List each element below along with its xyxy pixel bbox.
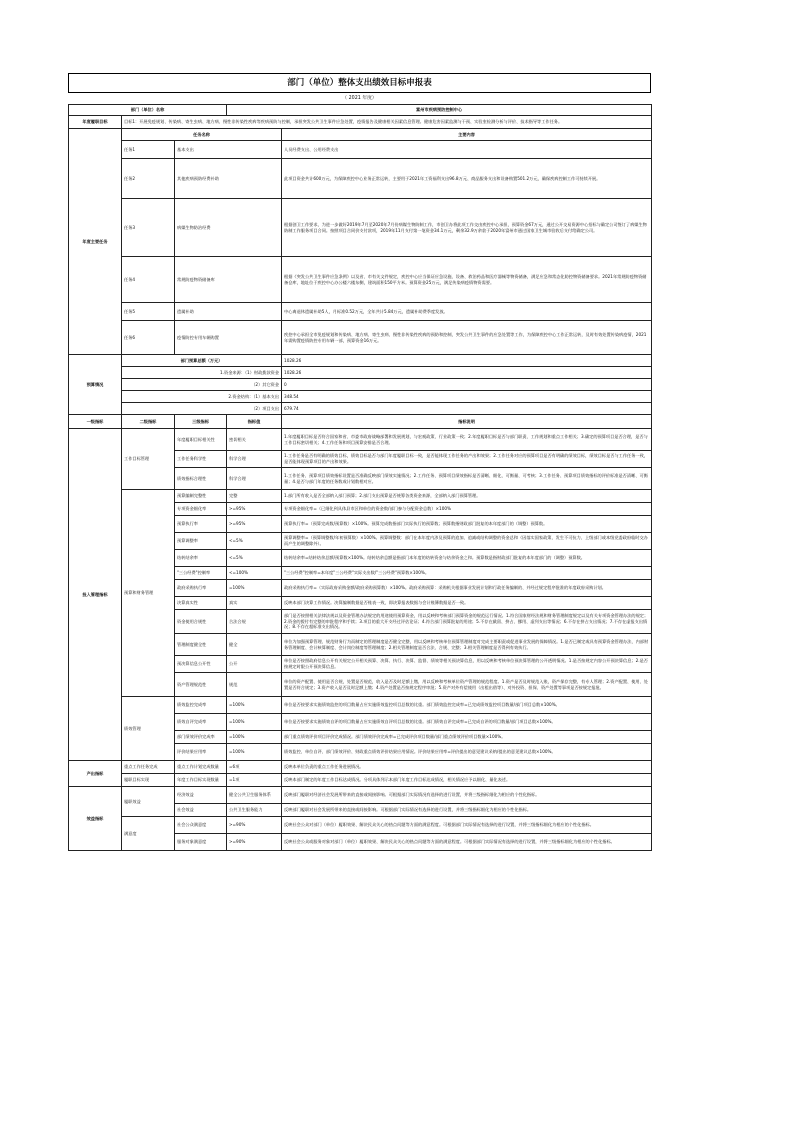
indicator-desc: 政府采购执行率=（实际政府采购金额/政府采购预算数）×100%。政府采购预算：采购机关根据事业发展计划和行政任务编制的、并经过规定程序批准的年度政府采购计划。 <box>282 580 652 597</box>
indicator-desc: 反映本部门制定的年度工作目标达成情况。分项具体列示本部门年度工作目标达成情况，相关情况应予以细化、量化表述。 <box>282 774 652 787</box>
indicator-value: =100% <box>227 714 282 731</box>
indicator-l3: 管理制度健全性 <box>175 634 227 656</box>
indicator-desc: 预算调整率=（预算调整数/年初预算数）×100%。预算调整数：部门在本年度内涉及预算的追加、追减或结构调整的资金总和（因落实国家政策、发生不可抗力、上级部门或本级党委政府临时交办而产生的调整除外）。 <box>282 533 652 550</box>
indicator-value: 健全 <box>227 634 282 656</box>
indicator-l3: 资金使用合规性 <box>175 610 227 634</box>
header-val: 指标值 <box>227 415 282 429</box>
indicator-l3: "三公经费"控制率 <box>175 567 227 580</box>
unit-row <box>69 105 652 116</box>
report-year: （ 2021 年度） <box>342 96 377 101</box>
indicator-desc: 部门是否按照相关法律法规以及资金管理办法规定的用途使用预算资金，用以反映和考核部门预算资金的规范运行情况。1.符合国家财经法规和财务管理制度规定以及有关专项资金管理办法的规定；2.资金的拨付有完整的审批程序和手续；3.项目的重大开支经过评估论证；4.符合部门预算批复的用途；5.不存在截留、挤占、挪用、虚列支出等情况；6.不存在挤占支出情况；7.不存在虚报支出情况；8.不存在超标准支出情况。 <box>282 610 652 634</box>
task-name: 疫情防控专用车辆购置 <box>175 321 282 355</box>
indicator-desc: 专项资金细化率=（已细化到具体县市区和单位的资金数/部门参与分配资金总数）×100% <box>282 503 652 516</box>
indicator-value: =100% <box>227 580 282 597</box>
budget-row-value: 679.74 <box>282 403 652 415</box>
budget-total-label: 部门预算总额（万元） <box>122 355 282 367</box>
task-row <box>69 257 652 303</box>
annual-goal-value: 目标1：开展免疫规划、传染病、寄生虫病、地方病、慢性非传染性疾病等疾病预防与控制，承担突发公共卫生事件应急处置，疫情报告及健康相关因素信息管理。健康危害因素监测与干预、实验室检测分析与评价、技术指导等工作任务。 <box>122 116 652 129</box>
indicator-l3: 服务对象满意度 <box>175 834 227 851</box>
indicator-row <box>69 817 652 834</box>
indicator-value: =100% <box>227 744 282 761</box>
indicator-l3: 重点工作计划完成数量 <box>175 761 227 774</box>
indicator-value: 科学合理 <box>227 468 282 490</box>
indicator-desc: 单位的资产配置、使用是否合规，处置是否规范，收入是否及时足额上缴，用以反映和考核单位资产管理的规范程度。1.资产是否及时规范入账，资产保存完整，有专人管理；2.资产配置、使用、处置是否符合规定；3.资产收入是否及时足额上缴；4.资产处置是否按规定程序审批；5.资产对外有偿使用（出租出借等）、对外投资、担保、资产处置等事项是否按规定报批。 <box>282 673 652 697</box>
header-desc: 指标说明 <box>282 415 652 429</box>
annual-goal-row <box>69 116 652 129</box>
indicator-value: =100% <box>227 697 282 714</box>
indicator-l3: 绩效指标合理性 <box>175 468 227 490</box>
indicator-value: >=90% <box>227 817 282 834</box>
tasks-header-row <box>69 129 652 141</box>
task-row <box>69 321 652 355</box>
budget-total-value: 1028.26 <box>282 355 652 367</box>
indicator-value: <=100% <box>227 567 282 580</box>
indicator-l3: 评价结果应用率 <box>175 744 227 761</box>
indicator-l1: 效益指标 <box>69 787 122 851</box>
task-id: 任务5 <box>122 303 175 321</box>
budget-label: 预算情况 <box>69 355 122 415</box>
report-table <box>68 104 652 851</box>
indicator-header-row <box>69 415 652 429</box>
indicator-desc: 反映社会公众对部门（单位）履职效果、解决民众关心的热点问题等方面的满意程度。可根据部门实际情况有选择的进行设置，并将三级指标细化为相应的个性化指标。 <box>282 817 652 834</box>
budget-row <box>69 367 652 379</box>
indicator-l3: 专项资金细化率 <box>175 503 227 516</box>
indicator-value: 合法合规 <box>227 610 282 634</box>
indicator-l2: 重点工作任务完成 <box>122 761 175 774</box>
indicator-l3: 预决算信息公开性 <box>175 656 227 673</box>
indicator-l2: 绩效管理 <box>122 697 175 761</box>
indicator-l3: 年度工作目标实现数量 <box>175 774 227 787</box>
indicator-value: =1项 <box>227 774 282 787</box>
task-id: 任务2 <box>122 159 175 199</box>
indicator-desc: 反映部门履职对社会发展所带来的直接或间接影响。可根据部门实际情况有选择的进行设置，并将三级指标细化为相应的个性化指标。 <box>282 804 652 817</box>
task-content: 根据《突发公共卫生事件应急条例》以及省、市有关文件规定，疾控中心应当保证应急设施、设备、救治药品和医疗器械等物资储备，满足应急和常态化防控物资储备要求。2021年常规防疫物资储备仓库，地址位于疾控中心办公楼六楼东侧，建筑面积150平方米。预算资金25万元，满足传染病疫情物资需要。 <box>282 257 652 303</box>
indicator-l2: 满意度 <box>122 817 175 851</box>
indicator-l3: 经济效益 <box>175 787 227 804</box>
indicator-l3: 决算真实性 <box>175 597 227 610</box>
task-name: 遗属补助 <box>175 303 282 321</box>
task-content: 根据创卫工作要求，为进一步做好2019年7月至2020年7月份病媒生物防制工作，市创卫办将此项工作交由疾控中心承担，预算资金67万元，通过公开交易资源中心招标与确定公司签订了病媒生物防制工作服务项目合同。按照项目合同价支付款项，2019年11月支付第一笔资金34.1万元，剩余32.9万余款于2020年富州市通过国家卫生城市验收后支付给确定公司。 <box>282 199 652 257</box>
task-name: 其他疾病预防经费补助 <box>175 159 282 199</box>
task-content: 此项目资金共计600万元，为保障疾控中心业务正常运转，主要用于2021年工资福利支出96.8万元、商品服务支出和设备购置501.2万元，确保疾病控制工作可持续开展。 <box>282 159 652 199</box>
indicator-desc: 反映本单位负责的重点工作任务进展情况。 <box>282 761 652 774</box>
budget-row-value: 0 <box>282 379 652 391</box>
indicator-l3: 工作任务科学性 <box>175 451 227 468</box>
indicator-value: 密切相关 <box>227 429 282 451</box>
indicator-l1: 产出指标 <box>69 761 122 787</box>
indicator-value: 公共卫生服务能力 <box>227 804 282 817</box>
indicator-value: 完整 <box>227 490 282 503</box>
tasks-label: 年度主要任务 <box>69 129 122 355</box>
indicator-l3: 预算调整率 <box>175 533 227 550</box>
indicator-desc: 结转结余率=结转结余总额/预算数×100%。结转结余总额是指部门本年度的结转资金与结余资金之和。预算数是指财政部门批复的本年度部门的（调整）预算数。 <box>282 550 652 567</box>
indicator-l3: 绩效自评完成率 <box>175 714 227 731</box>
indicator-desc: 单位是否按照政府信息公开有关规定公开相关预算、决算、执行、决算、监督、绩效等相关预决算信息，用以反映和考核单位预决算管理的公开透明情况。1.是否按规定内容公开预决算信息；2.是否按规定时限公开预决算信息。 <box>282 656 652 673</box>
indicator-l3: 预算执行率 <box>175 516 227 533</box>
header-l3: 三级指标 <box>175 415 227 429</box>
indicator-l2: 履职目标实现 <box>122 774 175 787</box>
indicator-l3: 年度履职目标相关性 <box>175 429 227 451</box>
indicator-desc: 反映社会公众或服务对象对部门（单位）履职效果、解决民众关心的热点问题等方面的满意程度。可根据部门实际情况有选择的进行设置，并将三级指标细化为相应的个性化指标。 <box>282 834 652 851</box>
tasks-col-content: 主要内容 <box>282 129 652 141</box>
indicator-row <box>69 490 652 503</box>
budget-row <box>69 391 652 403</box>
indicator-value: >=95% <box>227 503 282 516</box>
indicator-row <box>69 774 652 787</box>
task-row <box>69 303 652 321</box>
indicator-l3: 结转结余率 <box>175 550 227 567</box>
budget-row-label: 2.资金结构：（1）基本支出 <box>122 391 282 403</box>
budget-row-value: 348.54 <box>282 391 652 403</box>
indicator-desc: 绩效监控、单位自评、部门绩效评价、财政重点绩效评价结果应用情况。评价结果应用率=评价提出的意见建议采纳/提出的意见建议总数×100%。 <box>282 744 652 761</box>
task-name: 常规防疫物资储备库 <box>175 257 282 303</box>
indicator-desc: 1.部门所有收入是否全部纳入部门预算；2.部门支出预算是否统筹各类资金来源，全部纳入部门预算管理。 <box>282 490 652 503</box>
indicator-value: =100% <box>227 731 282 744</box>
indicator-l2: 预算和财务管理 <box>122 490 175 697</box>
indicator-l2: 履职效益 <box>122 787 175 817</box>
report-title: 部门（单位）整体支出绩效目标申报表 <box>68 73 651 93</box>
indicator-l3: 绩效监控完成率 <box>175 697 227 714</box>
indicator-l1: 投入管理指标 <box>69 429 122 761</box>
unit-label: 部门（单位）名称 <box>69 105 227 116</box>
task-name: 病媒生物防治经费 <box>175 199 282 257</box>
indicator-l3: 社会效益 <box>175 804 227 817</box>
indicator-desc: 1.工作任务、预算项目绩效指标设置是否准确反映部门绩效实施情况；2.工作任务、预算项目绩效指标是否清晰、细化、可衡量、可考核；3.工作任务、预算项目绩效指标的评价标准是否清晰、可衡量；4.是否与部门年度的任务数或计划数相对应。 <box>282 468 652 490</box>
indicator-value: 真实 <box>227 597 282 610</box>
budget-row-value: 1028.26 <box>282 367 652 379</box>
indicator-desc: 预算执行率=（预算完成数/预算数）×100%。预算完成数指部门实际执行的预算数；预算数指财政部门批复的本年度部门的（调整）预算数。 <box>282 516 652 533</box>
task-content: 中心离退休遗属补助5人，月标准0.52万元，全年共计5.84万元，遗属补助费季度发放。 <box>282 303 652 321</box>
task-content: 疾控中心承担全市免疫规划和传染病、地方病、寄生虫病、慢性非传染性疾病的预防和控制，突发公共卫生事件的应急处置等工作，为保障疾控中心工作正常运转，及时有效处置传染病疫情，2021年需购置疫情防控专用车辆一部，预算资金16万元。 <box>282 321 652 355</box>
task-row <box>69 199 652 257</box>
budget-row-label: 1.资金来源：（1）财政拨款资金 <box>122 367 282 379</box>
indicator-row <box>69 761 652 774</box>
indicator-l3: 政府采购执行率 <box>175 580 227 597</box>
budget-total-row <box>69 355 652 367</box>
indicator-l3: 资产管理规范性 <box>175 673 227 697</box>
indicator-value: 公开 <box>227 656 282 673</box>
task-id: 任务4 <box>122 257 175 303</box>
indicator-l3: 部门绩效评价完成率 <box>175 731 227 744</box>
indicator-desc: 单位是否按要求实施绩效自评的项目数量占应实施绩效自评项目总数的比重。部门绩效自评完成率=已完成自评的项目数量/部门项目总数×100%。 <box>282 714 652 731</box>
unit-value: 富州市疾病预防控制中心 <box>227 105 652 116</box>
task-content: 人员经费支出、公用经费支出 <box>282 141 652 159</box>
task-row <box>69 159 652 199</box>
report-table-body <box>69 105 652 851</box>
task-id: 任务1 <box>122 141 175 159</box>
indicator-desc: 1.年度履职目标是否符合国家和省、市委市政府战略部署和发展规划，与宏观政策、行业政策一致；2.年度履职目标是否与部门职责、工作规划和重点工作相关；3.确定的预算项目是否合理，是否与工作目标密切相关；4.工作任务和项目预算安排是否合理。 <box>282 429 652 451</box>
annual-goal-label: 年度履职目标 <box>69 116 122 129</box>
indicator-desc: 单位是否按要求实施绩效监控的项目数量占应实施绩效监控项目总数的比重。部门绩效监控完成率=已完成绩效监控项目数量/部门项目总数×100%。 <box>282 697 652 714</box>
indicator-value: 健全公共卫生服务体系 <box>227 787 282 804</box>
indicator-value: =6项 <box>227 761 282 774</box>
indicator-l3: 社会公众满意度 <box>175 817 227 834</box>
budget-row-label: （2）其它资金 <box>122 379 282 391</box>
indicator-l2: 工作目标管理 <box>122 429 175 490</box>
indicator-value: <=5% <box>227 550 282 567</box>
indicator-value: <=5% <box>227 533 282 550</box>
indicator-value: 规范 <box>227 673 282 697</box>
indicator-desc: "三公经费"控制率=本年度"三公经费"实际支出数/"三公经费"预算数×100%。 <box>282 567 652 580</box>
task-id: 任务3 <box>122 199 175 257</box>
report-sheet <box>68 73 651 851</box>
indicator-value: >=90% <box>227 834 282 851</box>
indicator-row <box>69 429 652 451</box>
task-name: 基本支出 <box>175 141 282 159</box>
indicator-desc: 1.工作任务是否有明确的绩效目标，绩效目标是否与部门年度履职目标一致，是否能体现工作任务的产出和效果；2.工作任务对应的预算项目是否有明确的绩效目标，绩效目标是否与工作任务一致，是否能体现预算项目的产出和效果。 <box>282 451 652 468</box>
task-row <box>69 141 652 159</box>
indicator-desc: 单位为加强预算管理、规范财务行为而制定的管理制度是否健全完整，用以反映和考核单位预算管理制度对完成主要职责或促进事业发展的保障情况。1.是否已制定或具有预算资金管理办法、内部财务管理制度、会计核算制度、会计岗位制度等管理制度；2.相关管理制度是否合法、合规、完整；3.相关管理制度是否得到有效执行。 <box>282 634 652 656</box>
tasks-col-name: 任务名称 <box>122 129 282 141</box>
header-l2: 二级指标 <box>122 415 175 429</box>
indicator-desc: 反映部门履职对经济社会发展所带来的直接或间接影响。可根据部门实际情况有选择的进行设置，并将三级指标细化为相应的个性化指标。 <box>282 787 652 804</box>
budget-row-label: （2）项目支出 <box>122 403 282 415</box>
indicator-value: >=95% <box>227 516 282 533</box>
indicator-desc: 部门重点绩效评价项目评价完成情况。部门绩效评价完成率=已完成评价项目数量/部门重点绩效评价项目数量×100%。 <box>282 731 652 744</box>
indicator-l3: 预算编制完整性 <box>175 490 227 503</box>
indicator-row <box>69 787 652 804</box>
budget-row <box>69 403 652 415</box>
indicator-desc: 反映本部门决算工作情况。决算编制数据是否账表一致，即决算报表数据与会计账簿数据是否一致。 <box>282 597 652 610</box>
budget-row <box>69 379 652 391</box>
task-id: 任务6 <box>122 321 175 355</box>
header-l1: 一级指标 <box>69 415 122 429</box>
indicator-value: 科学合理 <box>227 451 282 468</box>
indicator-row <box>69 697 652 714</box>
